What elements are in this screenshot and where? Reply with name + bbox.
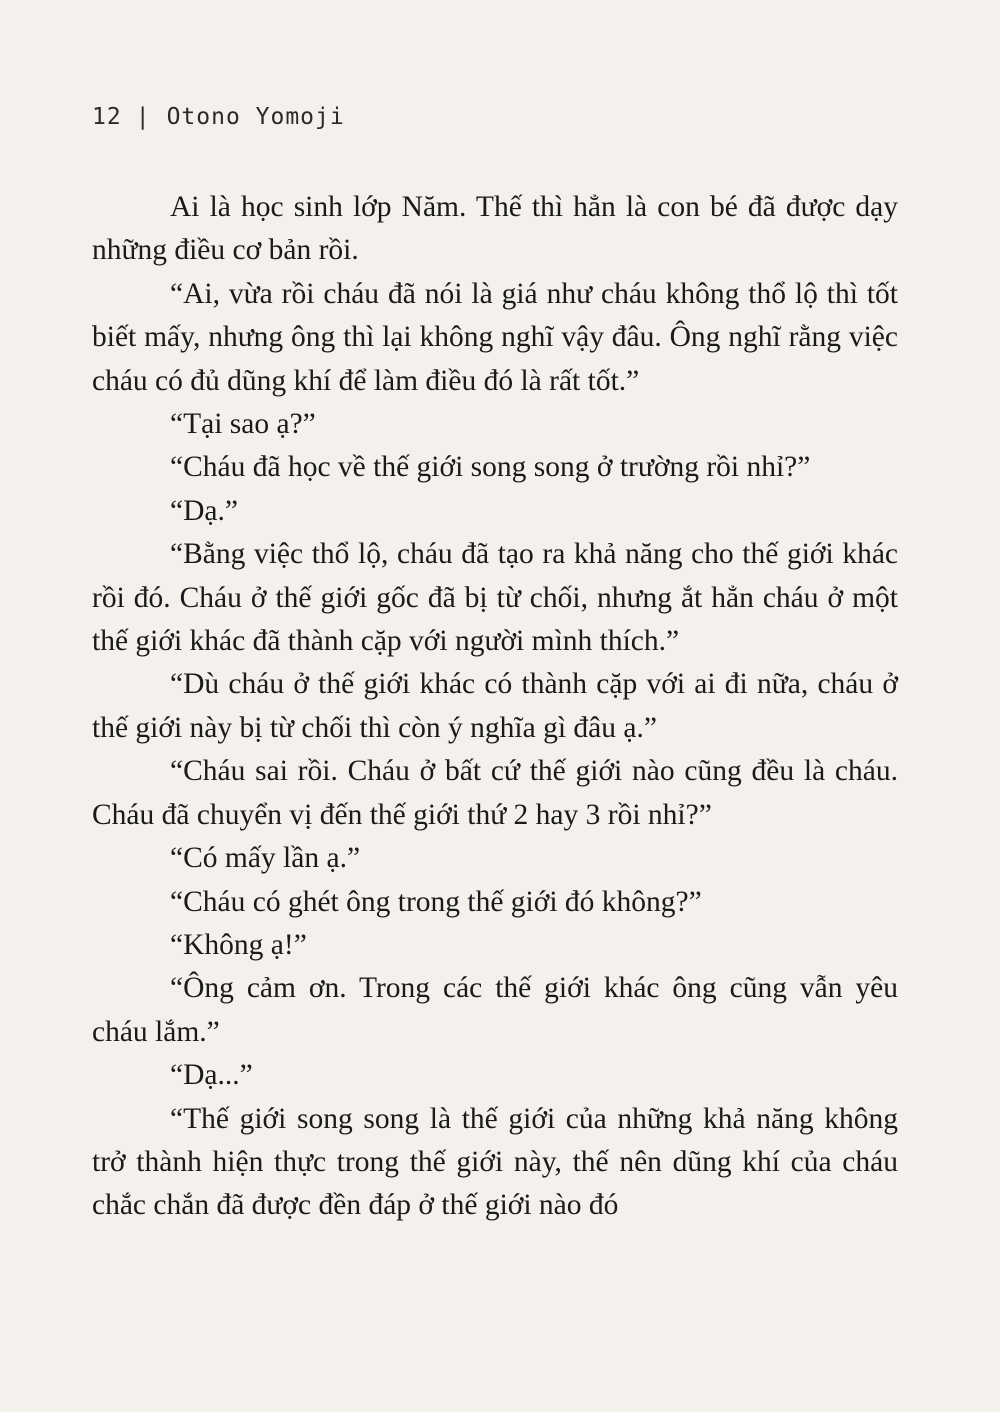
author-name: Otono Yomoji [166,104,345,130]
paragraph: “Cháu có ghét ông trong thế giới đó không?” [170,885,702,918]
paragraph: “Cháu đã học về thế giới song song ở trường rồi nhỉ?” [170,451,811,484]
paragraph: “Thế giới song song là thế giới của những khả năng không trở thành hiện thực trong thế giới này, thế nên dũng khí của cháu chắc chắn đã được đền đáp ở thế giới nào đó [92,1102,898,1222]
page-number: 12 [92,104,122,130]
paragraph: “Ai, vừa rồi cháu đã nói là giá như cháu không thổ lộ thì tốt biết mấy, nhưng ông thì lại không nghĩ vậy đâu. Ông nghĩ rằng việc cháu có đủ dũng khí để làm điều đó là rất tốt.” [92,277,898,397]
paragraph: “Tại sao ạ?” [170,408,316,441]
header-separator: | [135,104,151,130]
paragraph: “Có mấy lần ạ.” [170,842,361,875]
paragraph: “Dạ...” [170,1059,253,1092]
paragraph: “Cháu sai rồi. Cháu ở bất cứ thế giới nào cũng đều là cháu. Cháu đã chuyển vị đến thế giới thứ 2 hay 3 rồi nhỉ?” [92,755,898,831]
paragraph: “Bằng việc thổ lộ, cháu đã tạo ra khả năng cho thế giới khác rồi đó. Cháu ở thế giới gốc đã bị từ chối, nhưng ắt hẳn cháu ở một thế giới khác đã thành cặp với người mình thích.” [92,538,898,658]
paragraph: “Dạ.” [170,494,238,527]
running-header [92,104,345,130]
paragraph: “Không ạ!” [170,928,307,961]
paragraph: “Ông cảm ơn. Trong các thế giới khác ông cũng vẫn yêu cháu lắm.” [92,972,898,1048]
paragraph: “Dù cháu ở thế giới khác có thành cặp với ai đi nữa, cháu ở thế giới này bị từ chối thì còn ý nghĩa gì đâu ạ.” [92,668,898,744]
paragraph: Ai là học sinh lớp Năm. Thế thì hẳn là con bé đã được dạy những điều cơ bản rồi. [92,191,898,267]
body-text [92,186,898,1228]
